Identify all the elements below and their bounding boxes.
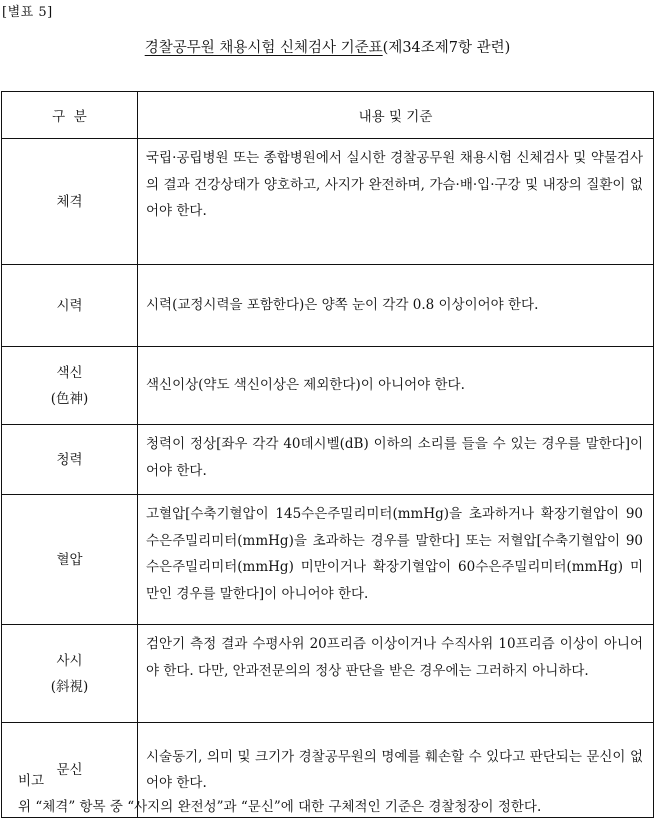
table-row bbox=[2, 495, 654, 625]
row-content: 시술동기, 의미 및 크기가 경찰공무원의 명예를 훼손할 수 있다고 판단되는 문신이 없어야 한다. bbox=[138, 723, 654, 818]
document-title bbox=[0, 36, 655, 57]
document-title-main: 경찰공무원 채용시험 신체검사 기준표 bbox=[144, 40, 383, 56]
row-content: 검안기 측정 결과 수평사위 20프리즘 이상이거나 수직사위 10프리즘 이상이 아니어야 한다. 다만, 안과전문의의 정상 판단을 받은 경우에는 그러하지 아니하다. bbox=[138, 625, 654, 723]
row-category bbox=[2, 139, 138, 265]
table-row bbox=[2, 265, 654, 347]
attachment-label: [별표 5] bbox=[2, 5, 53, 20]
row-category-label: 색신 bbox=[56, 364, 83, 381]
table-row bbox=[2, 139, 654, 265]
table-header-row bbox=[2, 92, 654, 139]
row-category-label: 시력 bbox=[56, 297, 83, 314]
row-category-hanja: (斜視) bbox=[50, 678, 89, 695]
row-content: 시력(교정시력을 포함한다)은 양쪽 눈이 각각 0.8 이상이어야 한다. bbox=[138, 265, 654, 347]
row-category-label: 청력 bbox=[56, 451, 83, 468]
note-label: 비고 bbox=[18, 773, 45, 789]
row-content: 색신이상(약도 색신이상은 제외한다)이 아니어야 한다. bbox=[138, 347, 654, 425]
row-category bbox=[2, 495, 138, 625]
row-content: 청력이 정상[좌우 각각 40데시벨(dB) 이하의 소리를 들을 수 있는 경우를 말한다]이어야 한다. bbox=[138, 425, 654, 495]
row-category-hanja: (色神) bbox=[50, 390, 89, 407]
row-category bbox=[2, 625, 138, 723]
row-category bbox=[2, 347, 138, 425]
table-row bbox=[2, 347, 654, 425]
header-content: 내용 및 기준 bbox=[138, 92, 654, 139]
row-category bbox=[2, 425, 138, 495]
row-content: 국립·공립병원 또는 종합병원에서 실시한 경찰공무원 채용시험 신체검사 및 약물검사의 결과 건강상태가 양호하고, 사지가 완전하며, 가슴·배·입·구강 및 내장의 질환이 없어야 한다. bbox=[138, 139, 654, 265]
row-category-label: 혈압 bbox=[56, 551, 83, 568]
row-category-label: 체격 bbox=[56, 193, 83, 210]
row-category-label: 사시 bbox=[56, 652, 83, 669]
table-row bbox=[2, 625, 654, 723]
row-category-label: 문신 bbox=[56, 762, 83, 778]
note-text: 위 “체격” 항목 중 “사지의 완전성”과 “문신”에 대한 구체적인 기준은 경찰청장이 정한다. bbox=[18, 799, 542, 815]
row-content: 고혈압[수축기혈압이 145수은주밀리미터(mmHg)을 초과하거나 확장기혈압이 90수은주밀리미터(mmHg)을 초과하는 경우를 말한다] 또는 저혈압[수축기혈압이 90수은주밀리미터(mmHg) 미만이거나 확장기혈압이 60수은주밀리미터(mmHg) 미만인 경우를 말한다]이 아니어야 한다. bbox=[138, 495, 654, 625]
header-category: 구 분 bbox=[2, 92, 138, 139]
table-row bbox=[2, 425, 654, 495]
criteria-table bbox=[1, 91, 654, 818]
row-category bbox=[2, 265, 138, 347]
document-title-suffix: (제34조제7항 관련) bbox=[382, 40, 511, 56]
